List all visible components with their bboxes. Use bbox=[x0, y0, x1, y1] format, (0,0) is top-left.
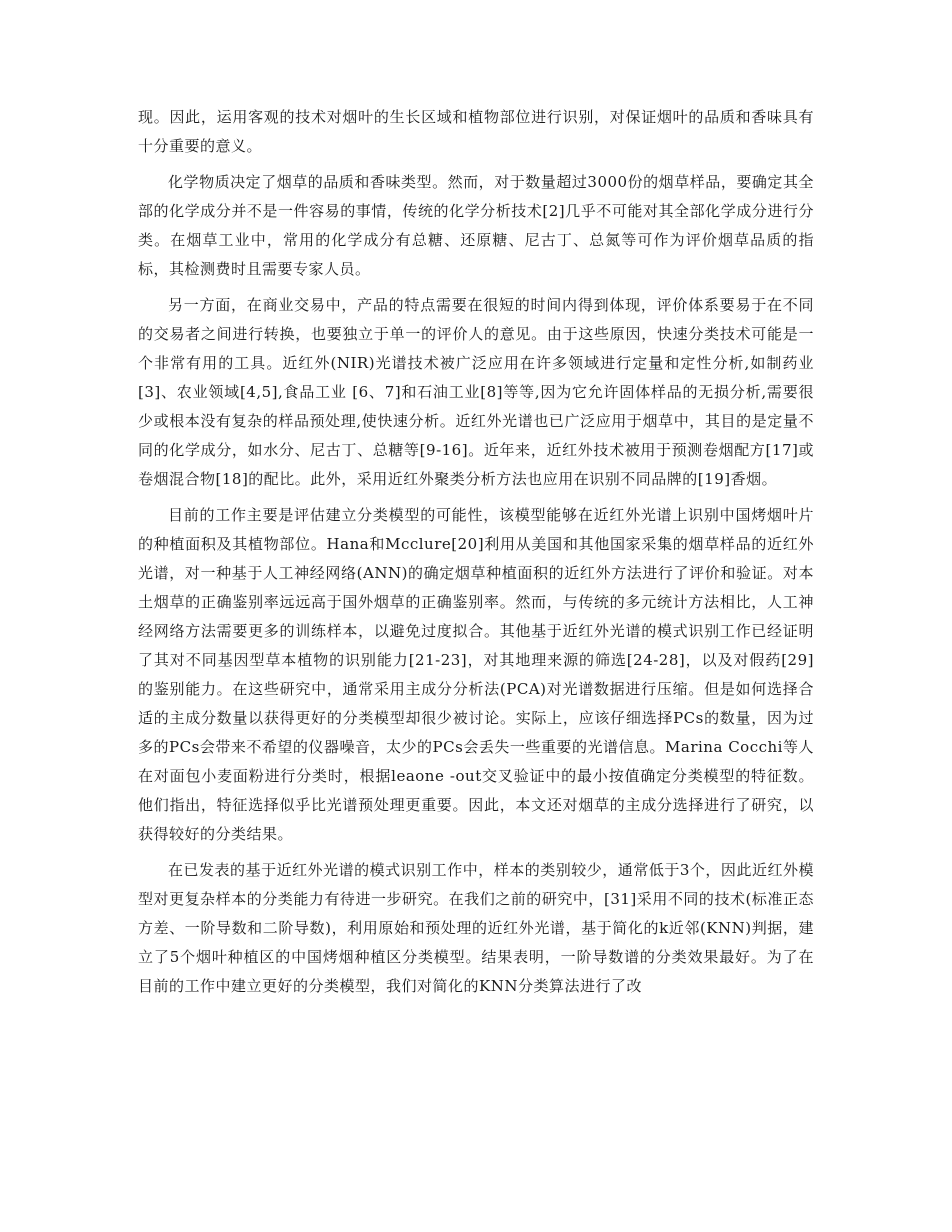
paragraph-continuation: 现。因此，运用客观的技术对烟叶的生长区域和植物部位进行识别，对保证烟叶的品质和香味具有十分重要的意义。 bbox=[138, 108, 814, 155]
paragraph-current-work: 目前的工作主要是评估建立分类模型的可能性，该模型能够在近红外光谱上识别中国烤烟叶片的种植面积及其植物部位。Hana和Mcclure[20]利用从美国和其他国家采集的烟草样品的近红外光谱，对一种基于人工神经网络(ANN)的确定烟草种植面积的近红外方法进行了评价和验证。对本土烟草的正确鉴别率远远高于国外烟草的正确鉴别率。然而，与传统的多元统计方法相比，人工神经网络方法需要更多的训练样本，以避免过度拟合。其他基于近红外光谱的模式识别工作已经证明了其对不同基因型草本植物的识别能力[21-23]，对其地理来源的筛选[24-28]，以及对假药[29]的鉴别能力。在这些研究中，通常采用主成分分析法(PCA)对光谱数据进行压缩。但是如何选择合适的主成分数量以获得更好的分类模型却很少被讨论。实际上，应该仔细选择PCs的数量，因为过多的PCs会带来不希望的仪器噪音，太少的PCs会丢失一些重要的光谱信息。Marina Cocchi等人在对面包小麦面粉进行分类时，根据leaone -out交叉验证中的最小按值确定分类模型的特征数。他们指出，特征选择似乎比光谱预处理更重要。因此，本文还对烟草的主成分选择进行了研究，以获得较好的分类结果。 bbox=[138, 506, 814, 843]
paragraph-chemical-substances: 化学物质决定了烟草的品质和香味类型。然而，对于数量超过3000份的烟草样品，要确定其全部的化学成分并不是一件容易的事情，传统的化学分析技术[2]几乎不可能对其全部化学成分进行分类。在烟草工业中，常用的化学成分有总糖、还原糖、尼古丁、总氮等可作为评价烟草品质的指标，其检测费时且需要专家人员。 bbox=[138, 173, 814, 278]
document-body bbox=[138, 103, 814, 1008]
paragraph-published-work: 在已发表的基于近红外光谱的模式识别工作中，样本的类别较少，通常低于3个，因此近红外模型对更复杂样本的分类能力有待进一步研究。在我们之前的研究中，[31]采用不同的技术(标准正态方差、一阶导数和二阶导数)，利用原始和预处理的近红外光谱，基于简化的k近邻(KNN)判据，建立了5个烟叶种植区的中国烤烟种植区分类模型。结果表明，一阶导数谱的分类效果最好。为了在目前的工作中建立更好的分类模型，我们对简化的KNN分类算法进行了改 bbox=[138, 861, 814, 995]
paragraph-commercial-trade: 另一方面，在商业交易中，产品的特点需要在很短的时间内得到体现，评价体系要易于在不同的交易者之间进行转换，也要独立于单一的评价人的意见。由于这些原因，快速分类技术可能是一个非常有用的工具。近红外(NIR)光谱技术被广泛应用在许多领域进行定量和定性分析,如制药业[3]、农业领域[4,5],食品工业 [6、7]和石油工业[8]等等,因为它允许固体样品的无损分析,需要很少或根本没有复杂的样品预处理,使快速分析。近红外光谱也已广泛应用于烟草中，其目的是定量不同的化学成分，如水分、尼古丁、总糖等[9-16]。近年来，近红外技术被用于预测卷烟配方[17]或卷烟混合物[18]的配比。此外，采用近红外聚类分析方法也应用在识别不同品牌的[19]香烟。 bbox=[138, 296, 814, 488]
